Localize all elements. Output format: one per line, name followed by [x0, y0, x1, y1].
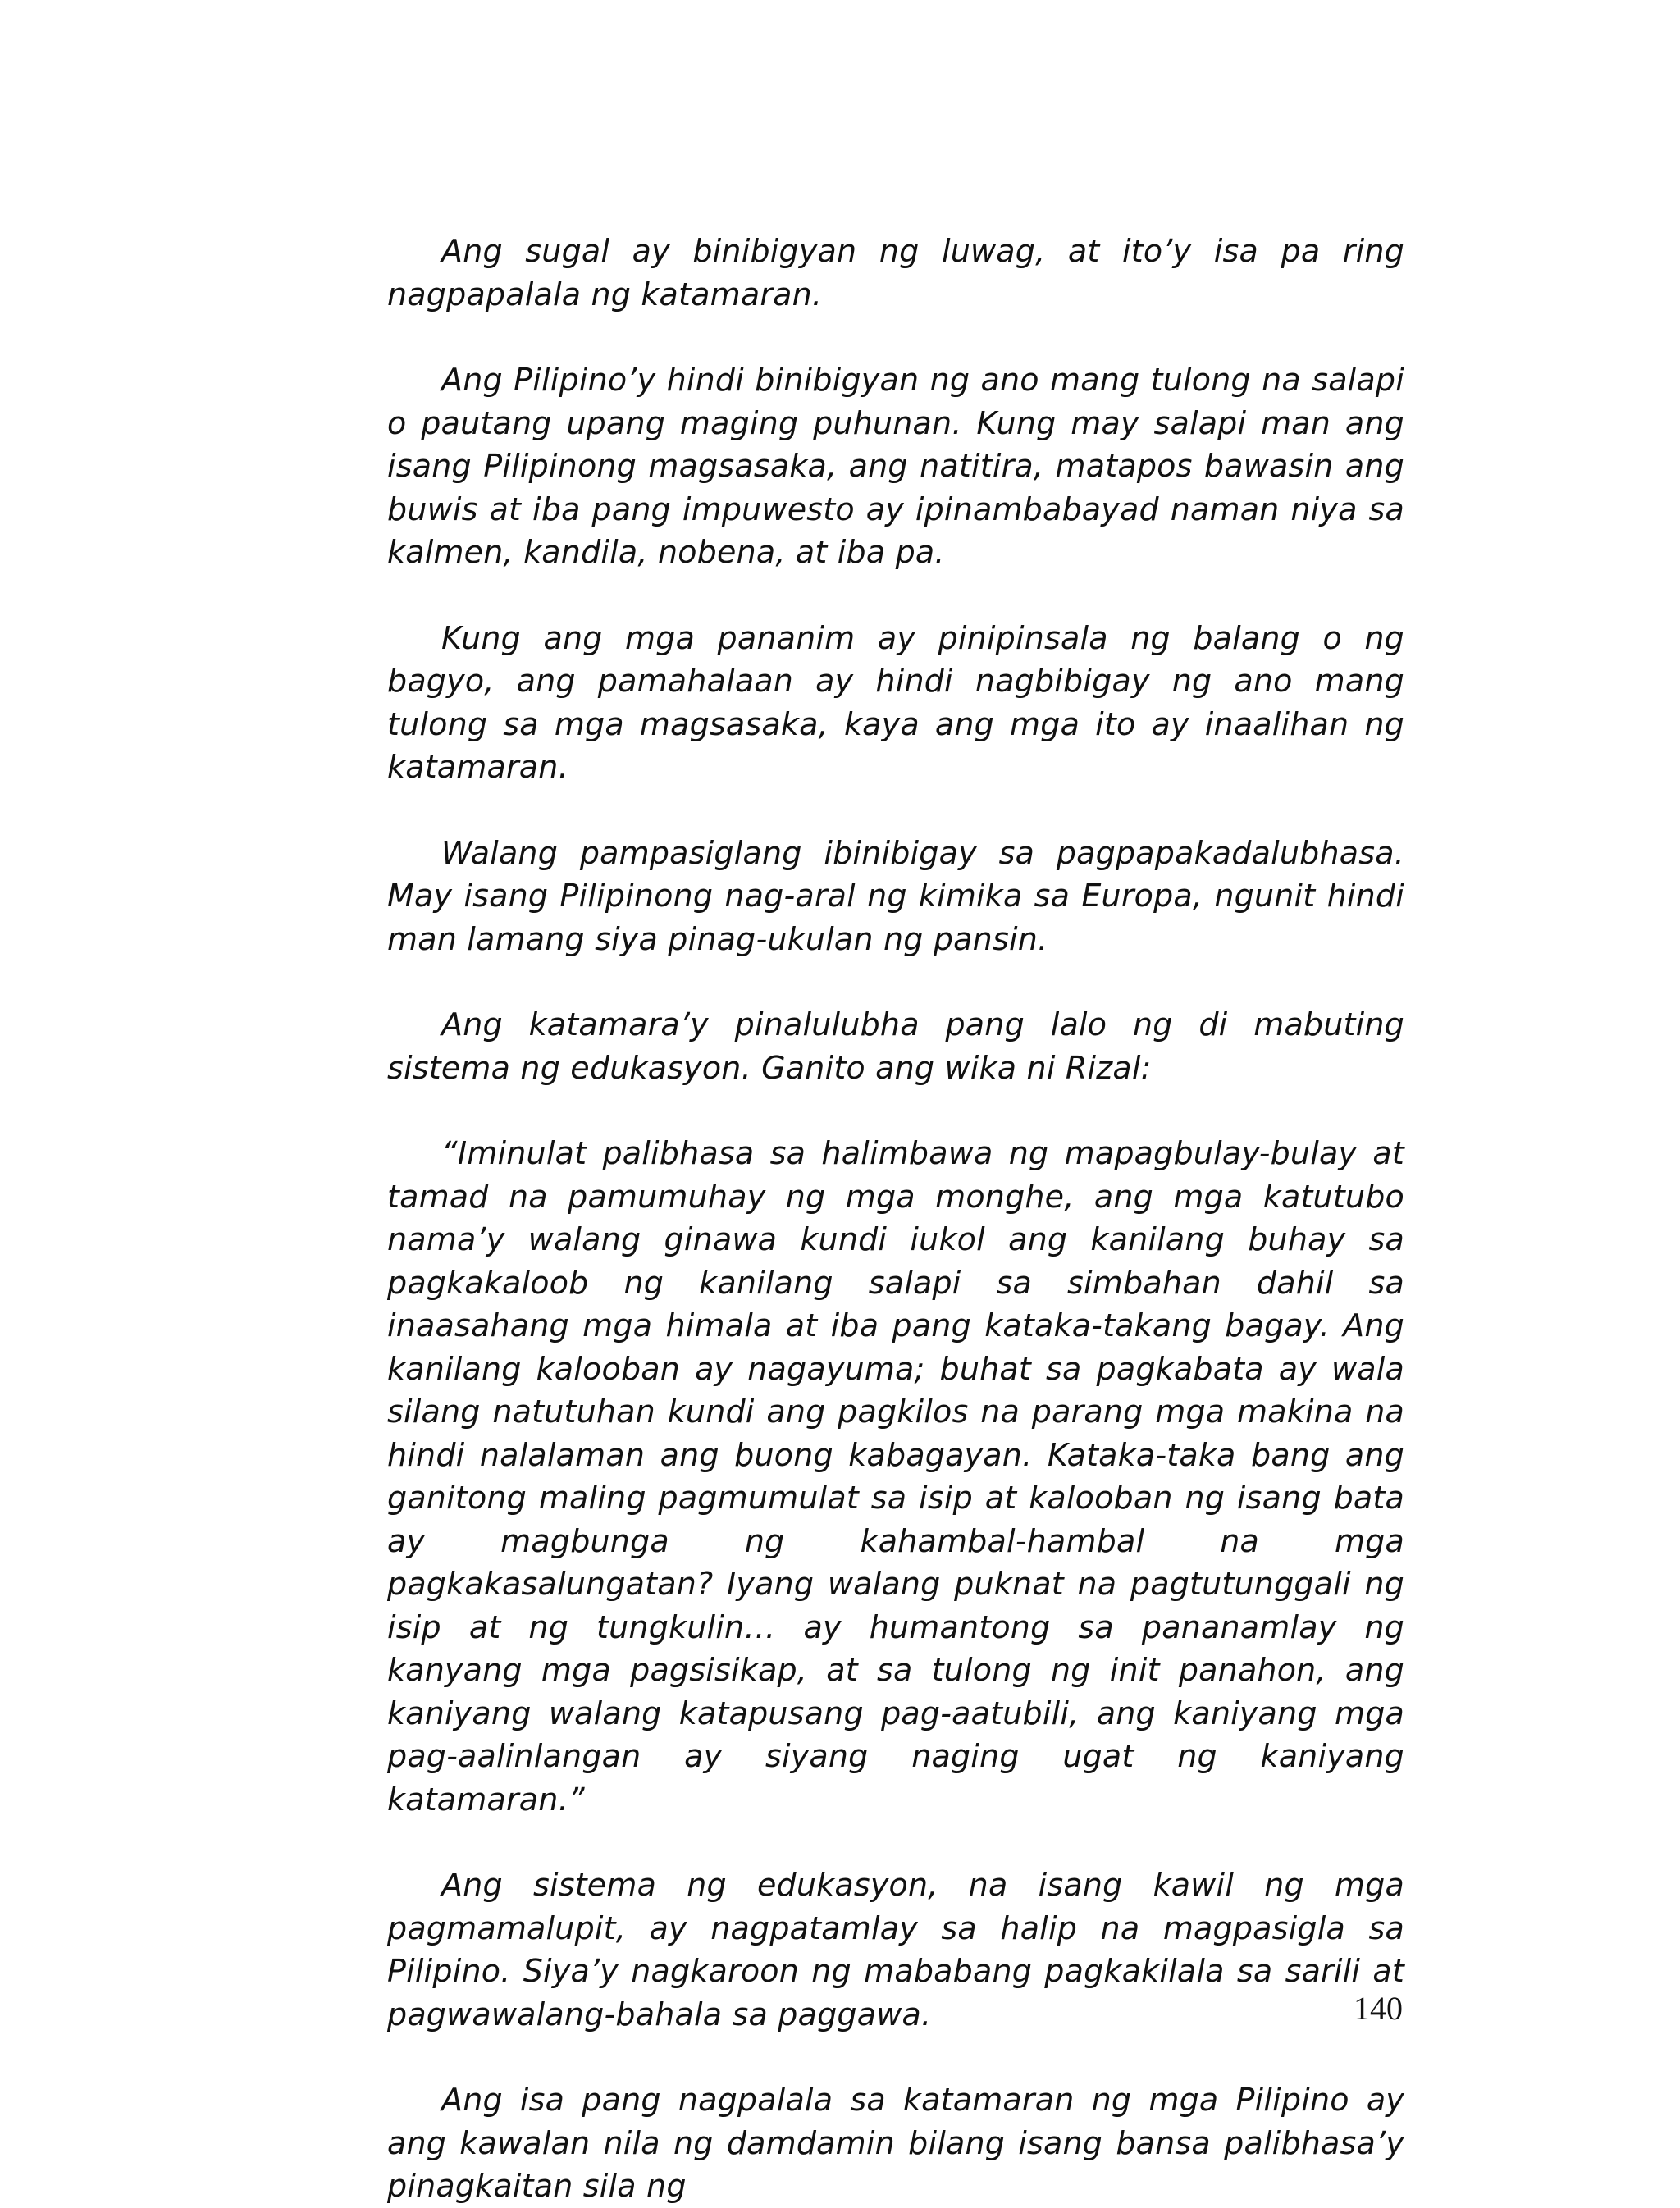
paragraph-4: Walang pampasiglang ibinibigay sa pagpapakadalubhasa. May isang Pilipinong nag-aral ng kimika sa Europa, ngunit hindi man lamang siya pinag-ukulan ng pansin. — [387, 834, 1404, 957]
body-text — [387, 230, 1404, 2208]
page-number: 140 — [1354, 1990, 1403, 2027]
paragraph-8: Ang isa pang nagpalala sa katamaran ng mga Pilipino ay ang kawalan nila ng damdamin bilang isang bansa palibhasa’y pinagkaitan sila ng — [387, 2082, 1404, 2204]
paragraph-7: Ang sistema ng edukasyon, na isang kawil ng mga pagmamalupit, ay nagpatamlay sa halip na magpasigla sa Pilipino. Siya’y nagkaroon ng mababang pagkakilala sa sarili at pagwawalang-bahala sa paggawa. — [387, 1867, 1404, 2032]
paragraph-3: Kung ang mga pananim ay pinipinsala ng balang o ng bagyo, ang pamahalaan ay hindi nagbibigay ng ano mang tulong sa mga magsasaka, kaya ang mga ito ay inaalihan ng katamaran. — [387, 619, 1404, 785]
quote-paragraph: “Iminulat palibhasa sa halimbawa ng mapagbulay-bulay at tamad na pamumuhay ng mga monghe, ang mga katutubo nama’y walang ginawa kundi iukol ang kanilang buhay sa pagkakaloob ng kanilang salapi sa simbahan dahil sa inaasahang mga himala at iba pang kataka-takang bagay. Ang kanilang kalooban ay nagayuma; buhat sa pagkabata ay wala silang natutuhan kundi ang pagkilos na parang mga makina na hindi nalalaman ang buong kabagayan. Kataka-taka bang ang ganitong maling pagmumulat sa isip at kalooban ng isang bata ay magbunga ng kahambal-hambal na mga pagkakasalungatan? Iyang walang puknat na pagtutunggali ng isip at ng tungkulin… ay humantong sa pananamlay ng kanyang mga pagsisikap, at sa tulong ng init panahon, ang kaniyang walang katapusang pag-aatubili, ang kaniyang mga pag-aalinlangan ay siyang naging ugat ng kaniyang katamaran.” — [387, 1135, 1404, 1818]
paragraph-2: Ang Pilipino’y hindi binibigyan ng ano mang tulong na salapi o pautang upang maging puhunan. Kung may salapi man ang isang Pilipinong magsasaka, ang natitira, matapos bawasin ang buwis at iba pang impuwesto ay ipinambabayad naman niya sa kalmen, kandila, nobena, at iba pa. — [387, 362, 1404, 570]
paragraph-5: Ang katamara’y pinalulubha pang lalo ng di mabuting sistema ng edukasyon. Ganito ang wika ni Rizal: — [387, 1006, 1404, 1086]
paragraph-1: Ang sugal ay binibigyan ng luwag, at ito’y isa pa ring nagpapalala ng katamaran. — [387, 233, 1404, 312]
